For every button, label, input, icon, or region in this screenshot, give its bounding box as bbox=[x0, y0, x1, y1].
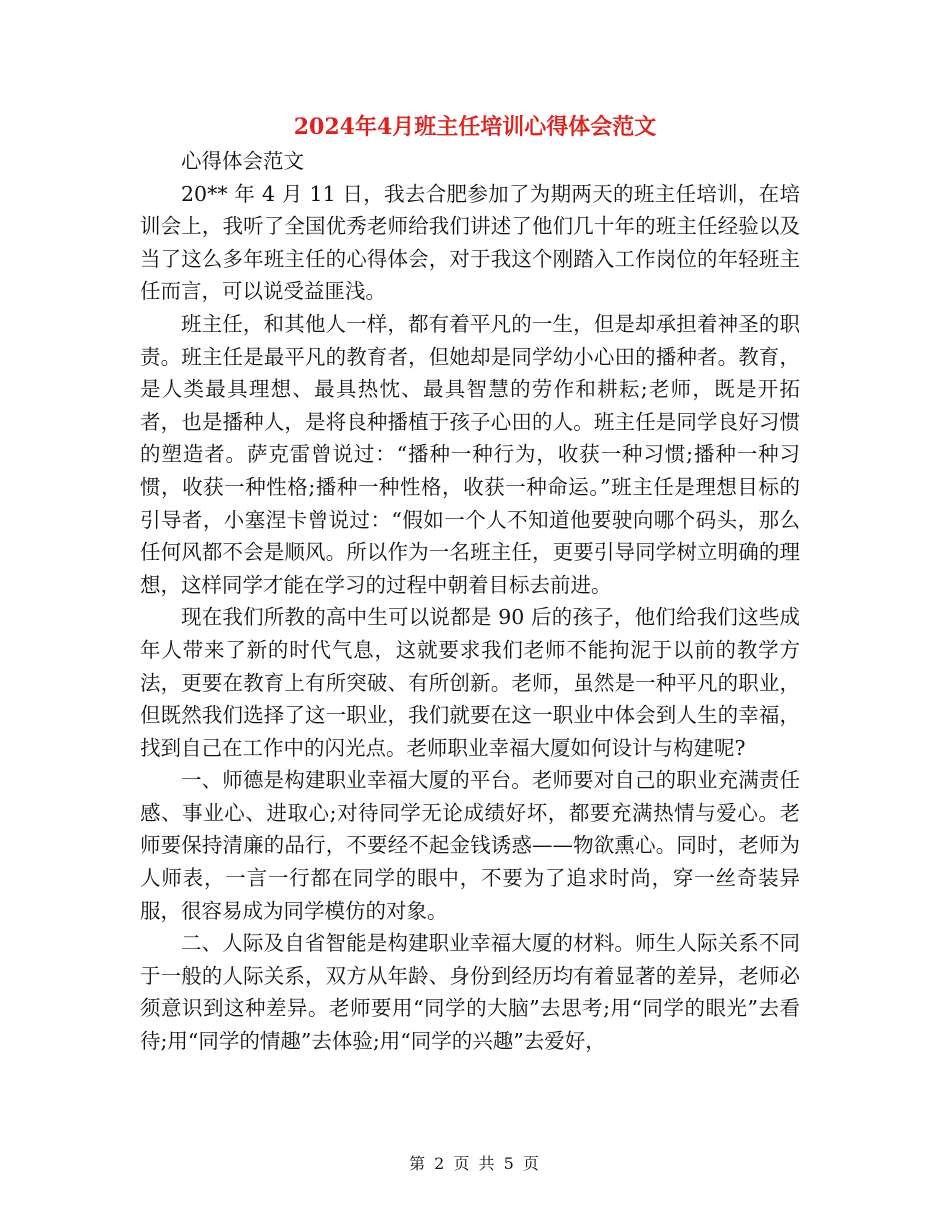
paragraph-4: 一、师德是构建职业幸福大厦的平台。老师要对自己的职业充满责任感、事业心、进取心;对待同学无论成绩好坏，都要充满热情与爱心。老师要保持清廉的品行，不要经不起金钱诱惑——物欲熏心。同时，老师为人师表，一言一行都在同学的眼中，不要为了追求时尚，穿一丝奇装异服，很容易成为同学模仿的对象。 bbox=[140, 768, 800, 923]
document-body bbox=[140, 145, 800, 1058]
paragraph-1: 20** 年 4 月 11 日，我去合肥参加了为期两天的班主任培训，在培训会上，我听了全国优秀老师给我们讲述了他们几十年的班主任经验以及当了这么多年班主任的心得体会，对于我这个刚踏入工作岗位的年轻班主任而言，可以说受益匪浅。 bbox=[140, 181, 800, 304]
paragraph-2: 班主任，和其他人一样，都有着平凡的一生，但是却承担着神圣的职责。班主任是最平凡的教育者，但她却是同学幼小心田的播种者。教育，是人类最具理想、最具热忱、最具智慧的劳作和耕耘;老师，既是开拓者，也是播种人，是将良种播植于孩子心田的人。班主任是同学良好习惯的塑造者。萨克雷曾说过：“播种一种行为，收获一种习惯;播种一种习惯，收获一种性格;播种一种性格，收获一种命运。”班主任是理想目标的引导者，小塞涅卡曾说过：“假如一个人不知道他要驶向哪个码头，那么任何风都不会是顺风。所以作为一名班主任，更要引导同学树立明确的理想，这样同学才能在学习的过程中朝着目标去前进。 bbox=[140, 311, 800, 597]
page-number-footer: 第 2 页 共 5 页 bbox=[409, 1154, 541, 1173]
document-title: 2024年4月班主任培训心得体会范文 bbox=[293, 114, 657, 140]
subheading: 心得体会范文 bbox=[181, 149, 304, 173]
paragraph-5: 二、人际及自省智能是构建职业幸福大厦的材料。师生人际关系不同于一般的人际关系，双方从年龄、身份到经历均有着显著的差异，老师必须意识到这种差异。老师要用“同学的大脑”去思考;用“同学的眼光”去看待;用“同学的情趣”去体验;用“同学的兴趣”去爱好， bbox=[140, 931, 800, 1054]
paragraph-3: 现在我们所教的高中生可以说都是 90 后的孩子，他们给我们这些成年人带来了新的时代气息，这就要求我们老师不能拘泥于以前的教学方法，更要在教育上有所突破、有所创新。老师，虽然是一种平凡的职业，但既然我们选择了这一职业，我们就要在这一职业中体会到人生的幸福，找到自己在工作中的闪光点。老师职业幸福大厦如何设计与构建呢? bbox=[140, 605, 800, 760]
